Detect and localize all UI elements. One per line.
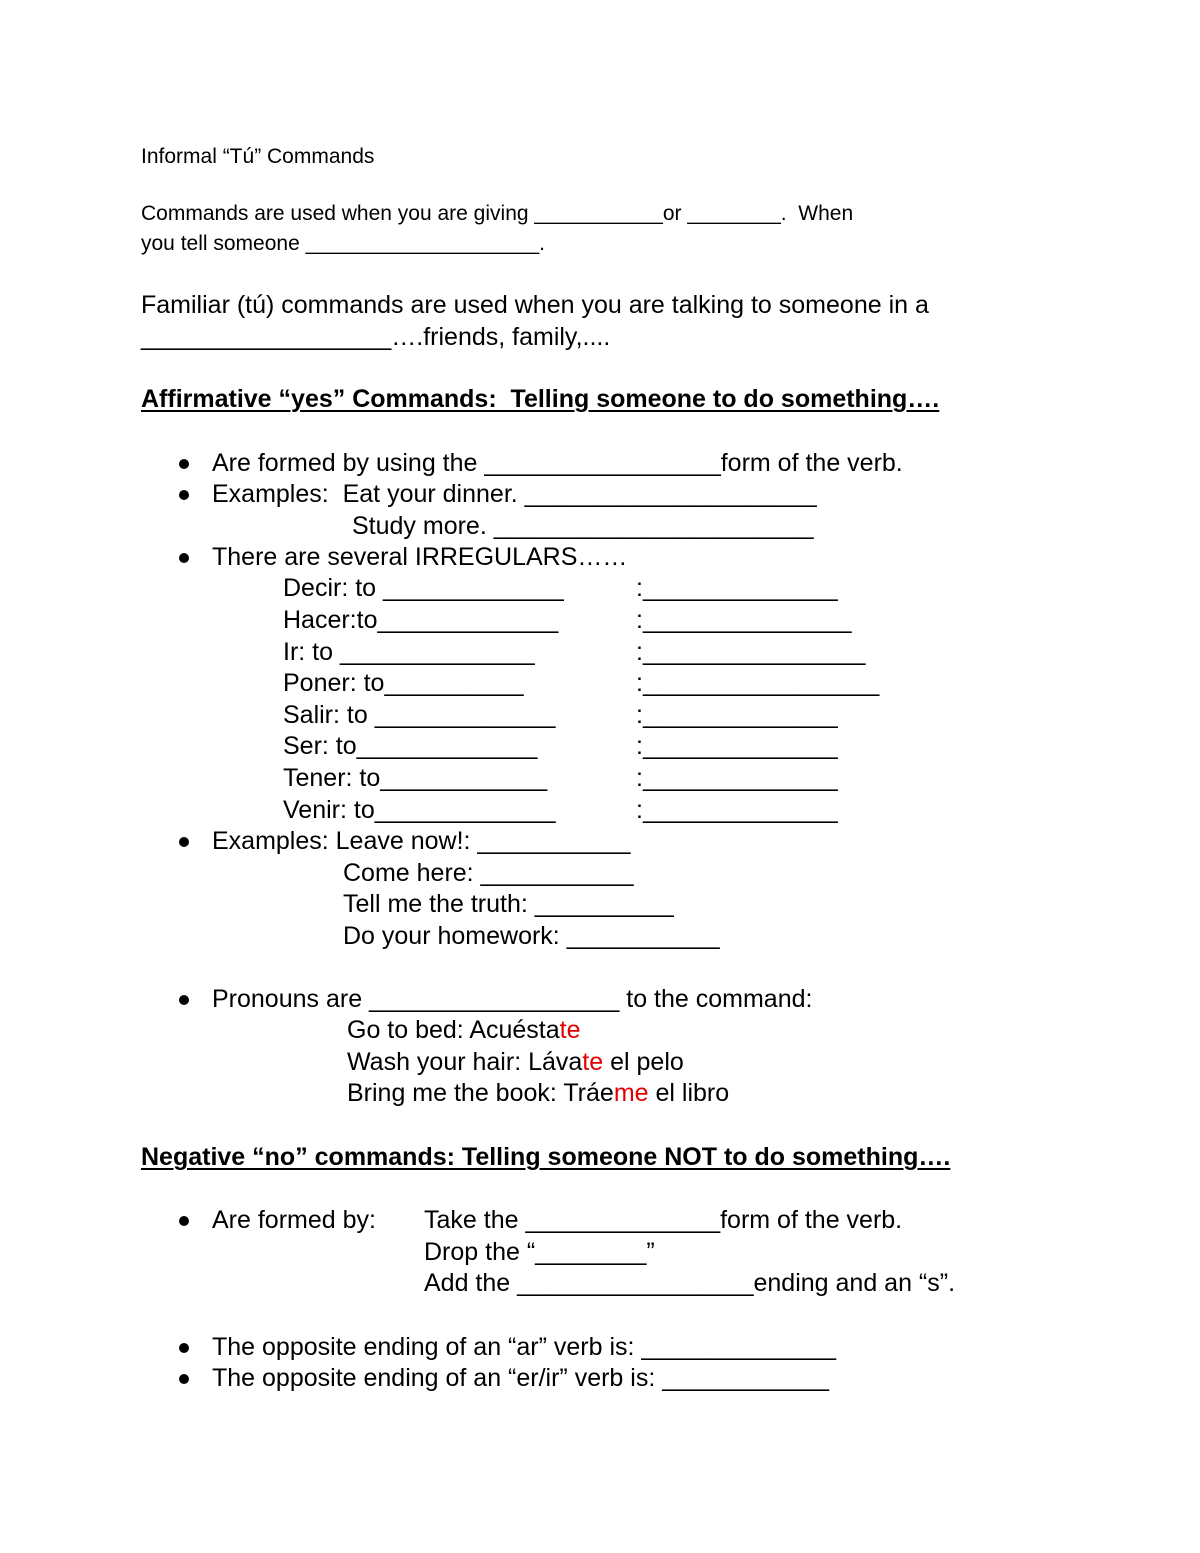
familiar-line-1: Familiar (tú) commands are used when you are talking to someone in a xyxy=(141,291,929,319)
irregular-left: Venir: to_____________ xyxy=(283,796,556,824)
irregular-left: Ser: to_____________ xyxy=(283,732,538,760)
bullet-icon xyxy=(179,995,189,1005)
irregular-left: Ir: to ______________ xyxy=(283,638,535,666)
pronoun-example: Wash your hair: Lávate el pelo xyxy=(347,1048,684,1076)
bullet-icon xyxy=(179,553,189,563)
irregulars-label: There are several IRREGULARS…… xyxy=(212,543,628,571)
attached-pronoun: me xyxy=(613,1079,649,1107)
irregular-left: Hacer:to_____________ xyxy=(283,606,559,634)
familiar-line-2: __________________….friends, family,.... xyxy=(141,323,611,351)
bullet-icon xyxy=(179,1343,189,1353)
bullet-icon xyxy=(179,1216,189,1226)
negative-formed-label: Are formed by: xyxy=(212,1206,376,1234)
affirmative-examples: Examples: Eat your dinner. _____________________ xyxy=(212,480,817,508)
irregular-left: Salir: to _____________ xyxy=(283,701,556,729)
irregular-right: :______________ xyxy=(636,574,838,602)
pronouns-line: Pronouns are __________________ to the command: xyxy=(212,985,813,1013)
bullet-icon xyxy=(179,490,189,500)
affirmative-formed: Are formed by using the _________________form of the verb. xyxy=(212,449,903,477)
affirmative-heading: Affirmative “yes” Commands: Telling someone to do something…. xyxy=(141,385,940,413)
bullet-icon xyxy=(179,837,189,847)
irregular-right: :________________ xyxy=(636,638,866,666)
examples2-label: Examples: Leave now!: ___________ xyxy=(212,827,631,855)
intro-line-1: Commands are used when you are giving ___________or ________. When xyxy=(141,202,854,225)
irregular-right: :______________ xyxy=(636,732,838,760)
irregular-left: Tener: to____________ xyxy=(283,764,548,792)
affirmative-study-more: Study more. _______________________ xyxy=(352,512,814,540)
negative-heading: Negative “no” commands: Telling someone NOT to do something…. xyxy=(141,1143,951,1171)
attached-pronoun: te xyxy=(559,1016,581,1044)
irregular-left: Decir: to _____________ xyxy=(283,574,564,602)
bullet-icon xyxy=(179,1374,189,1384)
example-line: Come here: ___________ xyxy=(343,859,634,887)
pronoun-example: Go to bed: Acuéstate xyxy=(347,1016,581,1044)
example-line: Do your homework: ___________ xyxy=(343,922,720,950)
negative-step: Drop the “________” xyxy=(424,1238,655,1266)
irregular-right: :______________ xyxy=(636,764,838,792)
irregular-right: :______________ xyxy=(636,701,838,729)
ar-ending-line: The opposite ending of an “ar” verb is: ______________ xyxy=(212,1333,837,1361)
negative-step: Add the _________________ending and an “s”. xyxy=(424,1269,956,1297)
irregular-right: :_______________ xyxy=(636,606,852,634)
intro-line-2: you tell someone ____________________. xyxy=(141,232,546,255)
irregular-right: :______________ xyxy=(636,796,838,824)
negative-step: Take the ______________form of the verb. xyxy=(424,1206,903,1234)
page-title: Informal “Tú” Commands xyxy=(141,145,375,168)
er-ir-ending-line: The opposite ending of an “er/ir” verb is: ____________ xyxy=(212,1364,830,1392)
example-line: Tell me the truth: __________ xyxy=(343,890,674,918)
bullet-icon xyxy=(179,459,189,469)
pronoun-example: Bring me the book: Tráeme el libro xyxy=(347,1079,730,1107)
irregular-right: :_________________ xyxy=(636,669,880,697)
irregular-left: Poner: to__________ xyxy=(283,669,524,697)
attached-pronoun: te xyxy=(582,1048,604,1076)
